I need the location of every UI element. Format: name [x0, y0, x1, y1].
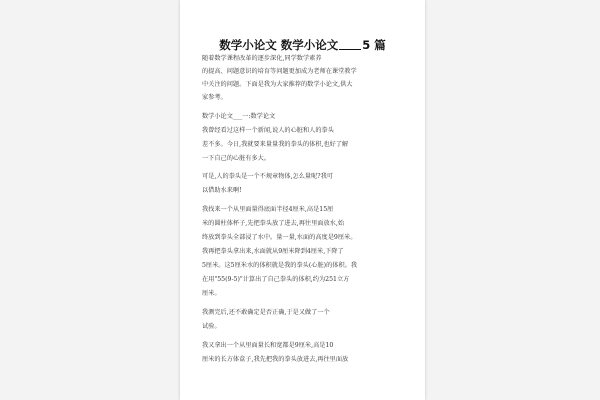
- text-line: 中关注的问题。下面是我为大家推荐的数学小论文,供大: [202, 81, 353, 88]
- text-line: 我曾经看过这样一个新闻,说人的心脏和人的拳头: [202, 127, 334, 134]
- text-line: 随着数学课程改革的逐步深化,同学数学素养: [202, 55, 322, 62]
- text-line: 我又拿出一个从里面量长和宽都是9厘米,高是10: [202, 342, 334, 349]
- text-line: 我找来一个从里面量得底面半径4厘米,高是15厘: [202, 206, 334, 213]
- text-line: 差不多。今日,我就要来量量我的拳头的体积,也好了解: [202, 141, 349, 148]
- title-blank: [339, 39, 361, 50]
- text-line: 我再把拳头拿出来,水面就从9厘米降到4厘米,下降了: [202, 248, 344, 255]
- text-line: 终放到拳头全部浸了水中。量一量,水面的高度是9厘米。: [202, 234, 357, 241]
- title-main: 数学小论文 数学小论文: [219, 38, 339, 52]
- text-line: 一下自己的心脏有多大。: [202, 155, 271, 162]
- text-line: 厘米的长方体盒子,我先把我的拳头放进去,再往里面放: [202, 356, 349, 363]
- text-line: 我测完后,还不敢确定是否正确,于是又做了一个: [202, 309, 330, 316]
- text-line: 试验。: [202, 323, 221, 330]
- text-line: 以借助水来啊!: [202, 187, 242, 194]
- text-line: 在用"55(9-5)"计算出了自己拳头的体积,约为251立方: [202, 276, 350, 283]
- text-line: 的提高、问题意识的培育等问题更加成为老师在课堂教学: [202, 68, 357, 75]
- document-page: [180, 0, 425, 400]
- text-line: 可是,人的拳头是一个不规章物体,怎么量呢?我可: [202, 173, 333, 180]
- text-line: 家参考。: [202, 94, 227, 101]
- text-line: 5厘米。这5厘米水的体积就是我的拳头(心脏)的体积。我: [202, 262, 358, 269]
- text-line: 米的圆柱体杯子,先把拳头放了进去,再往里面放水,始: [202, 220, 345, 227]
- text-line: 厘米。: [202, 290, 221, 297]
- document-title: [180, 37, 425, 53]
- text-line: 数学小论文___一:数学论文: [202, 113, 276, 120]
- title-tail: 5 篇: [362, 38, 386, 52]
